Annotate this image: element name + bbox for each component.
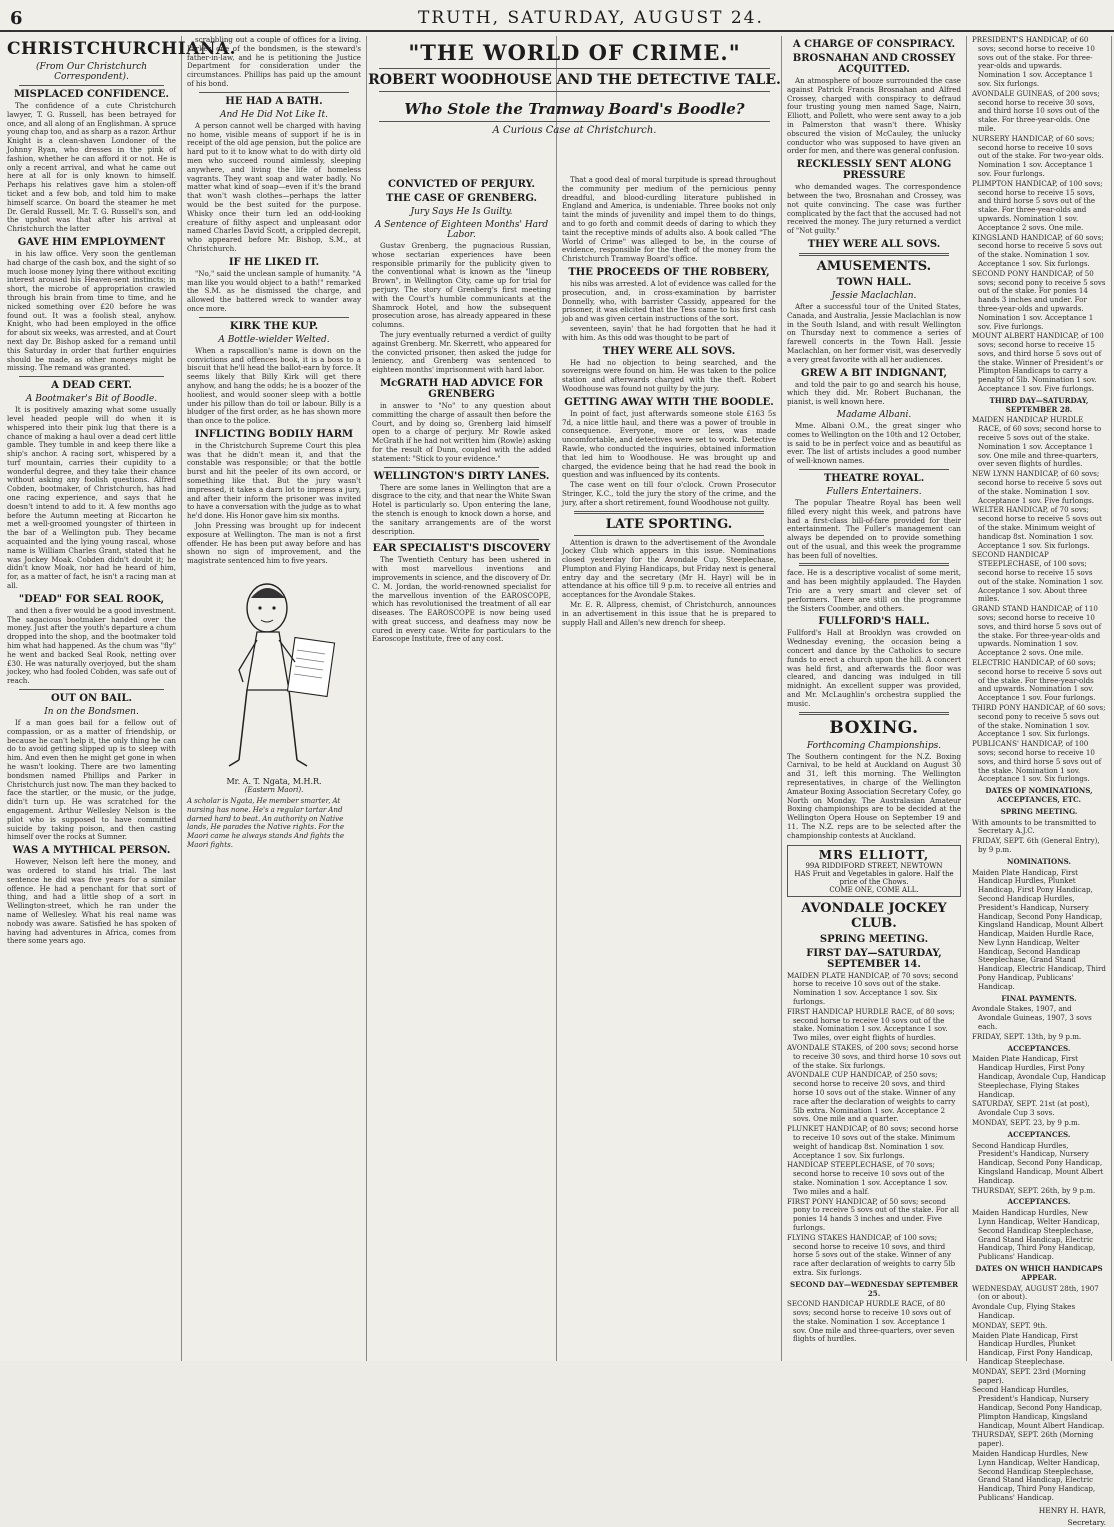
race-entry: WELTER HANDICAP, of 70 sovs; second horse to receive 5 sovs out of the stake. Minimum weight of handicap 8st. Nomination 1 sov. Acceptance 1 sov. Six furlongs. bbox=[972, 505, 1102, 550]
article-body: "No," said the unclean sample of humanity. "A man like you would object to a bath!" remarked the S.M. as he dismissed the charge, and allowed the battered wreck to wander away once more. bbox=[187, 268, 361, 313]
article-headline: KIRK THE KUP. bbox=[229, 320, 319, 332]
article-body: An atmosphere of booze surrounded the case against Patrick Francis Brosnahan and Alfred Crossey, charged with conspiracy to defraud four trusting young men named Sage, Nairn, Elliott, and Pollett, who were sent away to a job in Palmerston that wasn't there. Whisky obscured the vision of McCauley, the unlucky conductor who was supposed to have given an order for men, and there was general confusion. bbox=[787, 76, 961, 156]
article-body: Gustav Grenberg, the pugnacious Russian, whose sectarian experiences have been responsible primarily for the publicity given to the conventional what is known as the "lineup Brown", in Wellington City, came up for trial for perjury. The story of Grenberg's first meeting with the Court's humble communicants at the Shamrock Hotel, and how the subsequent prosecution arose, has already appeared in these columns. The jury eventually returned a verdict of guilty against Grenberg. Mr. Skerrett, who appeared for the convicted prisoner, then asked the judge for leniency, and Grenberg was sentenced to eighteen months' imprisonment with hard labor. bbox=[372, 241, 551, 375]
article-subhead: BROSNAHAN AND CROSSEY ACQUITTED. bbox=[792, 53, 956, 75]
divider bbox=[574, 535, 764, 536]
article-body: It is positively amazing what some usually level headed people will do when it is whispered into their pink lug that there is a chance of making a haul over a dead cert little gamble. They tumble in and keep there like a ship's anchor. A racing sort, whispered by a turf mountain, carries their cupidity to a wonderful degree, and they take their chance without asking any foolish questions. Alfred Cobden, bootmaker, of Christchurch, has had one racing experience, and says that he doesn't intend to add to it. A few months ago before the Autumn meeting at Riccarton he met a well-groomed youngster of thirteen in the bar of a Wellington pub. They became acquainted and the lying young rascal, whose name is William Charles Grant, stated that he was Jockey Moak. Cobden didn't doubt it; he didn't know Moak, nor had he heard of him, for, as a matter of fact, he isn't a racing man at all. bbox=[7, 405, 176, 591]
article-body: That a good deal of moral turpitude is spread throughout the community per medium of the pernicious penny dreadful, and blood-curdling literature published in England and America, is undeniable. Three books not only taint the minds of juvenility and impel them to do things, and to go forth and commit deeds of daring to which they taint the receptive minds of adults also. A book called "The World of Crime" was alleged to be, in the course of evidence, responsible for the theft of the money from the Christchurch Tramway Board's office. bbox=[562, 175, 776, 264]
secretary-title: Secretary. bbox=[1067, 1517, 1106, 1527]
article-headline: EAR SPECIALIST'S DISCOVERY bbox=[372, 543, 551, 555]
article-body: in answer to "No" to any question about committing the charge of assault then before the Court, and by doing so, Grenberg laid himself open to a charge of perjury. Mr Rowle asked McGrath if he had not written him (Rowle) asking for the result of Dunn, coupled with the added statement: "Stick to your evidence." bbox=[372, 400, 551, 463]
article-body: However, Nelson left here the money, and was ordered to stand his trial. The last sentence he did was five years for a similar offence. He had a penchant for that sort of thing, and had a little shop of a sort in Wellington-street, which he ran under the name of Wellesley. What his real name was nobody was aware. Satisfied he has spoken of having had adventures in Africa, comes from there some years ago. bbox=[7, 857, 176, 946]
section-title: CHRISTCHURCHIANA. bbox=[7, 39, 237, 59]
article-subhead: Forthcoming Championships. bbox=[806, 740, 942, 751]
article-headline: BOXING. bbox=[829, 717, 919, 738]
article-subhead: IF HE LIKED IT. bbox=[228, 256, 320, 268]
article-body: The popular Theatre Royal has been well filled every night this week, and patrons have had a first-class bill-of-fare provided for their entertainment. The Fuller's management can always be depended on to provide something out of the usual, and this week the programme has been full of novelties. bbox=[787, 497, 961, 560]
ad-tagline: COME ONE, COME ALL. bbox=[829, 885, 919, 894]
divider bbox=[19, 376, 164, 377]
page-number: 6 bbox=[10, 8, 23, 29]
race-entry: AVONDALE GUINEAS, of 200 sovs; second horse to receive 30 sovs, and third horse 10 sovs out of the stake. For three-year-olds. One mile. bbox=[972, 88, 1100, 133]
divider bbox=[379, 68, 770, 69]
race-entries bbox=[787, 972, 961, 1345]
article-headline: A DEAD CERT. bbox=[51, 380, 132, 392]
race-entry: ELECTRIC HANDICAP, of 60 sovs; second horse to receive 5 sovs out of the stake. For three-year-olds and upwards. Nomination 1 sov. Acceptance 1 sov. Four furlongs. bbox=[972, 657, 1102, 703]
article-subhead: GREW A BIT INDIGNANT, bbox=[800, 367, 948, 379]
column-four bbox=[557, 36, 782, 1361]
club-name: AVONDALE JOCKEY CLUB. bbox=[801, 900, 947, 931]
article-subhead: TOWN HALL. bbox=[836, 276, 912, 288]
dates-entry: FINAL PAYMENTS. bbox=[1001, 993, 1077, 1003]
dates-entry: NOMINATIONS. bbox=[1006, 856, 1072, 866]
dates-entry: Maiden Plate Handicap, First Handicap Hurdles, First Pony Handicap, Avondale Cup, Handicap Steeplechase, Flying Stakes Handicap. bbox=[972, 1054, 1106, 1099]
spread-subsub: A Curious Case at Christchurch. bbox=[492, 125, 657, 136]
article-subhead: A Bootmaker's Bit of Boodle. bbox=[25, 394, 158, 405]
column-five bbox=[782, 36, 967, 1361]
dates-entry: ACCEPTANCES. bbox=[1007, 1129, 1071, 1139]
article-body: and then a fiver would be a good investment. The sagacious bootmaker handed over the money. Just after the youth's departure a chum dropped into the shop, and the bootmaker told him what had happened. As the chum was "fly" he went and backed Seal Rook, netting over £30. He was naturally overjoyed, but the sham jockey, who had fooled Cobden, was safe out of reach. bbox=[7, 605, 176, 686]
article-subhead: And He Did Not Like It. bbox=[220, 109, 328, 120]
article-body: in his law office. Very soon the gentleman had charge of the cash box, and the sight of so much loose money lying there without exciting interest aroused his Heaven-sent instincts; in short, the microbe of appropriation crawled through his brain from time to time, and he nicked something over £20 before he was found out. It was a foolish steal, anyhow. Knight, who had been employed in the office for about six weeks, was arrested, and at Court next day Dr. Bishop asked for a remand until this Saturday in order that further enquiries should be made, as other moneys might be missing. The remand was granted. bbox=[7, 248, 176, 373]
article-body: Mme. Albani O.M., the great singer who comes to Wellington on the 10th and 12 October, is said to be in perfect voice and as beautiful as ever. The list of artists includes a good number of well-known names. bbox=[787, 420, 961, 466]
article-body: If a man goes bail for a fellow out of compassion, or as a matter of friendship, or because he can't help it, the only thing he can do to avoid getting slipped up is to sleep with him. And even then he might get gone in when he wasn't looking. There are two lamenting bondsmen named Phillips and Parker in Christchurch just now. The man they backed to face the startler, or the music, or the judge, didn't turn up. He was scratched for the engagement. Arthur Wellesley Nelson is the pilot who is supposed to have committed suicide by taking poison, and then casting himself over the rocks at Sumner. bbox=[7, 718, 176, 842]
dates-entry: SATURDAY, SEPT. 21st (at post), Avondale Cup 3 sovs. bbox=[972, 1099, 1090, 1118]
article-subhead: WAS A MYTHICAL PERSON. bbox=[12, 845, 171, 857]
dates-entry: ACCEPTANCES. bbox=[1007, 1197, 1071, 1207]
dates-entry: Maiden Plate Handicap, First Handicap Hurdles, Plunket Handicap, First Pony Handicap, Handicap Steeplechase. bbox=[972, 1330, 1093, 1366]
article-subhead: THEY WERE ALL SOVS. bbox=[807, 238, 941, 250]
dates-entry: MONDAY, SEPT. 23, by 9 p.m. bbox=[972, 1118, 1080, 1128]
dates-entry: WEDNESDAY, AUGUST 28th, 1907 (on or about). bbox=[972, 1283, 1099, 1302]
race-entry: GRAND STAND HANDICAP, of 110 sovs; second horse to receive 10 sovs, and third horse 5 sovs out of the stake. For three-year-olds and upwards. Nomination 1 sov. Acceptance 2 sovs. One mile. bbox=[972, 604, 1102, 658]
ad-name: MRS ELLIOTT, bbox=[818, 847, 930, 862]
article-headline: FULLFORD'S HALL. bbox=[818, 616, 930, 628]
club-meeting: SPRING MEETING. bbox=[819, 933, 929, 945]
article-headline: HE HAD A BATH. bbox=[225, 95, 323, 107]
dates-entry: THURSDAY, SEPT. 26th (Morning paper). bbox=[972, 1430, 1094, 1449]
divider bbox=[799, 712, 949, 715]
spread-headline bbox=[367, 36, 782, 176]
article-body: scrabbling out a couple of offices for a living. Parker, one of the bondsmen, is the steward's father-in-law, and he is petitioning the Justice Department for consideration under the circumstances. Phillips has paid up the amount of his bond. bbox=[187, 35, 361, 88]
article-body: A person cannot well be charged with having no home, visible means of support if he is in receipt of the old age pension, but the police are hard put to it to know what to do with dirty old men who succeed round aimlessly, sleeping anywhere, and living the life of homeless vagrants. They want soap and water badly. No matter what kind of soap—even if it's the brand that won't wash clothes—perhaps the latter would be the best suited for the purpose. Whisky once their turn led an odd-looking creature of filthy aspect and unpleasant odor named Charles David Scott, a crippled decrepit, who appeared before Mr. Bishop, S.M., at Christchurch. bbox=[187, 120, 361, 253]
divider bbox=[574, 511, 764, 514]
article-body: The Southern contingent for the N.Z. Boxing Carnival, to be held at Auckland on August 30 and 31, left this morning. The Wellington representatives, in charge of the Wellington Amateur Boxing Association Secretary Cofey, go North on Monday. The Australasian Amateur Boxing championships are to be decided at the Wellington Opera House on September 19 and 11. The N.Z. reps are to be selected after the championship contests at Auckland. bbox=[787, 751, 961, 840]
divider bbox=[799, 469, 949, 470]
article-subhead: GAVE HIM EMPLOYMENT bbox=[17, 236, 166, 248]
dates-entry: FRIDAY, SEPT. 13th, by 9 p.m. bbox=[972, 1031, 1082, 1041]
article-subhead: "DEAD" FOR SEAL ROOK, bbox=[18, 593, 165, 605]
dates-entry: Maiden Handicap Hurdles, New Lynn Handicap, Welter Handicap, Second Handicap Steeplechase, Grand Stand Handicap, Electric Handicap, Third Pony Handicap, Publicans' Handicap. bbox=[972, 1448, 1100, 1502]
race-entry: PLUNKET HANDICAP, of 80 sovs; second horse to receive 10 sovs out of the stake. Minimum weight of handicap 8st. Nomination 1 sov. Acceptance 1 sov. Six furlongs. bbox=[787, 1124, 959, 1160]
dates-entry: Second Handicap Hurdles, President's Handicap, Nursery Handicap, Second Pony Handicap, Plimpton Handicap, Kingsland Handicap, Mount Albert Handicap. bbox=[972, 1385, 1105, 1430]
race-entry: AVONDALE STAKES, of 200 sovs; second horse to receive 30 sovs, and third horse 10 sovs out of the stake. Six furlongs. bbox=[787, 1042, 961, 1070]
dates-heading: DATES OF NOMINATIONS, ACCEPTANCES, ETC. bbox=[985, 786, 1093, 804]
article-subhead: Jessie Maclachlan. bbox=[831, 290, 917, 301]
dates-entry: THURSDAY, SEPT. 26th, by 9 p.m. bbox=[972, 1185, 1096, 1195]
race-entry: SECOND HANDICAP STEEPLECHASE, of 100 sovs; second horse to receive 15 sovs out of the stake. Nomination 1 sov. Acceptance 1 sov. About three miles. bbox=[972, 550, 1104, 604]
article-body: in the Christchurch Supreme Court this plea was that he didn't mean it, and that the constable was responsible; or that the bottle burst and hit the peeler of its own accord, or something like that. But the jury wasn't impressed, it takes a darn lot to impress a jury, and after their inform the prisoner was invited to have a conversation with the judge as to what he'd done. His Honor gave him six months. John Pressing was brought up for indecent exposure at Wellington. The man is not a first offender. He has been put away before and has shown no sign of improvement, and the magistrate sentenced him to five years. bbox=[187, 440, 361, 566]
race-entry: PRESIDENT'S HANDICAP, of 60 sovs; second horse to receive 10 sovs out of the stake. For three-year-olds and upwards. Nomination 1 sov. Acceptance 1 sov. Six furlongs. bbox=[972, 35, 1095, 88]
article-headline: WELLINGTON'S DIRTY LANES. bbox=[373, 470, 550, 482]
race-entry: NEW LYNN HANDICAP, of 60 sovs; second horse to receive 5 sovs out of the stake. Nomination 1 sov. Acceptance 1 sov. Five furlongs. bbox=[972, 469, 1102, 505]
article-subhead: RECKLESSLY SENT ALONG PRESSURE bbox=[796, 159, 952, 182]
dates-entry: Avondale Cup, Flying Stakes Handicap. bbox=[972, 1302, 1076, 1320]
divider bbox=[379, 121, 770, 122]
dates-entry: ACCEPTANCES. bbox=[1007, 1043, 1071, 1053]
divider bbox=[19, 689, 164, 690]
divider bbox=[799, 563, 949, 566]
race-entry: PUBLICANS' HANDICAP, of 100 sovs; second horse to receive 10 sovs, and third horse 5 sovs out of the stake. Nomination 1 sov. Acceptance 1 sov. Six furlongs. bbox=[972, 739, 1102, 784]
article-headline: AMUSEMENTS. bbox=[816, 258, 932, 274]
race-entry: KINGSLAND HANDICAP, of 60 sovs; second horse to receive 5 sovs out of the stake. Nomination 1 sov. Acceptance 1 sov. Six furlongs. bbox=[972, 232, 1104, 268]
portrait-caption: Mr. A. T. Ngata, M.H.R. bbox=[226, 777, 322, 787]
divider bbox=[19, 85, 164, 86]
column-christchurchiana bbox=[2, 36, 237, 1361]
article-body: Attention is drawn to the advertisement of the Avondale Jockey Club which appears in this issue. Nominations closed yesterday for the Avondale Cup, Steeplechase, Plumpton and Flying Handicaps, but Friday next is general entry day and the secretary (Mr H. Hayr) will be in attendance at his office till 9 p.m. to receive all entries and acceptances for the Avondale Stakes. Mr. E. R. Allpress, chemist, of Christchurch, announces in an advertisement in this issue that he is prepared to supply Hall and Allen's new drench for sheep. bbox=[562, 537, 776, 627]
article-body: The Twentieth Century has been ushered in with most marvellous inventions and improvements in science, and the discovery of Dr. C. M. Jordan, the world-renowned specialist for the marvellous invention of the EAROSCOPE, which has revolutionised the treatment of all ear diseases. The EAROSCOPE is now being used with great success, and deafness may now be cured in every case. Write for particulars to the Earoscope Institute, free of any cost. bbox=[372, 555, 551, 644]
article-subhead: Jury Says He Is Guilty. bbox=[410, 207, 513, 217]
byline: (From Our Christchurch Correspondent). bbox=[35, 62, 148, 82]
race-day-heading: FIRST DAY—SATURDAY, SEPTEMBER 14. bbox=[806, 947, 942, 970]
article-subhead: McGRATH HAD ADVICE FOR GRENBERG bbox=[380, 377, 543, 400]
race-entry: MOUNT ALBERT HANDICAP, of 100 sovs; second horse to receive 15 sovs, and third horse 5 sovs out of the stake. Winner of President's or Plimpton Handicaps to carry a penalty of 5lb. Nomination 1 sov. Acceptance 1 sov. Five furlongs. bbox=[972, 331, 1104, 394]
race-entry: NURSERY HANDICAP, of 60 sovs; second horse to receive 10 sovs out of the stake. For two-year olds. Nomination 1 sov. Acceptance 1 sov. Four furlongs. bbox=[972, 133, 1104, 178]
article-body: who demanded wages. The correspondence between the two, Brosnahan and Crossey, was not quite convincing. The case was further complicated by the fact that the accused had not received the money. The jury returned a verdict of "Not guilty." bbox=[787, 182, 961, 236]
portrait-subcaption: (Eastern Maori). bbox=[244, 786, 304, 795]
secretary-signature: HENRY H. HAYR, bbox=[1038, 1505, 1106, 1515]
column-six bbox=[967, 35, 1112, 1527]
article-headline: A CHARGE OF CONSPIRACY. bbox=[792, 39, 956, 50]
race-entry: THIRD PONY HANDICAP, of 60 sovs; second pony to receive 5 sovs out of the stake. Nomination 1 sov. Acceptance 1 sov. Six furlongs. bbox=[972, 702, 1106, 739]
article-headline: MISPLACED CONFIDENCE. bbox=[13, 89, 170, 100]
caricature-illustration bbox=[199, 570, 349, 775]
article-subhead: GETTING AWAY WITH THE BOODLE. bbox=[564, 396, 774, 408]
dates-heading: DATES ON WHICH HANDICAPS APPEAR. bbox=[975, 1263, 1103, 1282]
race-entry: MAIDEN HANDICAP HURDLE RACE, of 60 sovs; second horse to receive 5 sovs out of the stake. Nomination 1 sov. Acceptance 1 sov. One mile and three-quarters, over seven flights of hurdles. bbox=[972, 415, 1102, 469]
race-day-heading: SECOND DAY—WEDNESDAY SEPTEMBER 25. bbox=[790, 1279, 958, 1298]
masthead-title: TRUTH, SATURDAY, AUGUST 24. bbox=[418, 8, 764, 28]
spread-subtitle: ROBERT WOODHOUSE AND THE DETECTIVE TALE. bbox=[368, 72, 781, 88]
race-entry: FIRST PONY HANDICAP, of 50 sovs; second pony to receive 5 sovs out of the stake. For all ponies 14 hands 3 inches and under. Five furlongs. bbox=[787, 1196, 960, 1232]
race-entry: FIRST HANDICAP HURDLE RACE, of 80 sovs; second horse to receive 10 sovs out of the stake. Nomination 1 sov. Acceptance 1 sov. Two miles, over eight flights of hurdles. bbox=[787, 1006, 955, 1043]
race-entries bbox=[972, 36, 1106, 1503]
column-three bbox=[367, 36, 557, 1361]
article-subhead: Madame Albani. bbox=[836, 409, 912, 420]
article-body: When a rapscallion's name is down on the convictions and offences book, it is a boss to a biscuit that he'll head the ballot-earn by force. It seems likely that Billy Kirk will get there anyhow, and hang the odds; he is a boozer of the hooliest, and would sooner sleep with a bottle under his pillow than do toil or labour. Billy is a bludger of the first order, as he has shown more than once to the police. bbox=[187, 345, 361, 426]
article-headline: CONVICTED OF PERJURY. bbox=[388, 179, 535, 190]
divider bbox=[379, 91, 770, 92]
article-subhead: INFLICTING BODILY HARM bbox=[194, 428, 354, 440]
article-subhead: THE PROCEEDS OF THE ROBBERY, bbox=[568, 266, 770, 278]
article-body: Fullford's Hall at Brooklyn was crowded on Wednesday evening, the occasion being a concert and dance by the Catholics to secure funds to erect a church upon the hill. A concert was held first, and afterwards the floor was cleared, and dancing was indulged in till midnight. An excellent supper was provided, and Mr. McLaughlin's orchestra supplied the music. bbox=[787, 628, 961, 708]
race-entry: PLIMPTON HANDICAP, of 100 sovs; second horse to receive 15 sovs, and third horse 5 sovs out of the stake. For three-year-olds and upwards. Nomination 1 sov. Acceptance 2 sovs. One mile. bbox=[972, 178, 1103, 232]
article-body: face. He is a descriptive vocalist of some merit, and has been mightily applauded. The Hayden Trio are a very smart and clever set of performers. There are still on the programme the Sisters Coomber, and others. bbox=[787, 568, 961, 613]
race-entry: SECOND HANDICAP HURDLE RACE, of 80 sovs; second horse to receive 10 sovs out of the stake. Nomination 1 sov. Acceptance 1 sov. One mile and three-quarters, over seven flights of hurdles. bbox=[787, 1299, 955, 1344]
article-body: The confidence of a cute Christchurch lawyer, T. G. Russell, has been betrayed for once, and all along of an Englishman. A spruce young chap too, and as sharp as a razor. Arthur Knight is a clean-shaven Londoner of the Johnny Ryan, who dresses in the pink of fashion, whether he can afford it or not. He is only a recent arrival, and what he came out here at all for is only known to himself. Perhaps his relatives gave him a stolen-off ticket and a few bob, and told him to make himself scarce. On board the steamer he met Dr. Gerald Russell, Mr. T. G. Russell's son, and the upshot was that after his arrival at Christchurch the latter bbox=[7, 101, 176, 234]
article-headline: LATE SPORTING. bbox=[605, 516, 733, 532]
dates-entry: Maiden Handicap Hurdles, New Lynn Handicap, Welter Handicap, Second Handicap Steeplechase, Grand Stand Handicap, Electric Handicap, Third Pony Handicap, Publicans' Handicap. bbox=[972, 1208, 1100, 1262]
dates-entry: Second Handicap Hurdles, President's Handicap, Nursery Handicap, Second Pony Handicap, Kingsland Handicap, Mount Albert Handicap. bbox=[972, 1140, 1104, 1185]
columns bbox=[0, 35, 1114, 1527]
ad-text: HAS Fruit and Vegetables in galore. Half the price of the Chows. bbox=[794, 869, 954, 886]
race-entry: MAIDEN PLATE HANDICAP, of 70 sovs; second horse to receive 10 sovs out of the stake. Nomination 1 sov. Acceptance 1 sov. Six furlongs. bbox=[787, 970, 959, 1006]
divider bbox=[199, 317, 349, 318]
article-subhead: THE CASE OF GRENBERG. bbox=[386, 193, 537, 204]
spread-title: "THE WORLD OF CRIME." bbox=[408, 40, 741, 65]
article-body: He had no objection to being searched, and the sovereigns were found on him. He was taken to the police station and afterwards charged with the theft. Robert Woodhouse was found not guilty by the jury. bbox=[562, 357, 776, 393]
masthead bbox=[0, 6, 1114, 32]
race-entry: AVONDALE CUP HANDICAP, of 250 sovs; second horse to receive 20 sovs, and third horse 10 sovs out of the stake. Winner of any race after the declaration of weights to carry 5lb extra. Nomination 1 sov. Acceptance 2 sovs. One mile and a quarter. bbox=[787, 1070, 956, 1124]
article-subhead: A Bottle-wielder Welted. bbox=[218, 334, 330, 345]
dates-entry: MONDAY, SEPT. 23rd (Morning paper). bbox=[972, 1366, 1086, 1385]
divider bbox=[384, 539, 539, 540]
ad-address: 99A RIDDIFORD STREET, NEWTOWN bbox=[805, 861, 943, 870]
spread-question: Who Stole the Tramway Board's Boodle? bbox=[404, 100, 745, 118]
article-headline: THEATRE ROYAL. bbox=[823, 472, 925, 484]
dates-note: With amounts to be transmitted to Secretary A.J.C. bbox=[972, 817, 1097, 836]
article-body: and told the pair to go and search his house, which they did. Mr. Robert Buchanan, the pianist, is well known here. bbox=[787, 379, 961, 407]
race-day-heading: THIRD DAY—SATURDAY, SEPTEMBER 28. bbox=[989, 395, 1089, 414]
caption-verse: A scholar is Ngata, He member smarter, At nursing has none. He's a regular tartar And darned hard to beat. An authority on Native lands, He parades the Native rights. For the Maori came he always stands And fights the Maori fights. bbox=[187, 796, 345, 850]
race-entry: SECOND PONY HANDICAP, of 50 sovs; second pony to receive 5 sovs out of the stake. For ponies 14 hands 3 inches and under. For three-year-olds and upwards. Nomination 1 sov. Acceptance 1 sov. Five furlongs. bbox=[972, 268, 1106, 331]
advertisement bbox=[787, 845, 961, 897]
dates-entry: Avondale Stakes, 1907, and Avondale Guineas, 1907, 3 sovs each. bbox=[972, 1004, 1092, 1032]
dates-entry: FRIDAY, SEPT. 6th (General Entry), by 9 p.m. bbox=[972, 836, 1100, 854]
dates-entry: Maiden Plate Handicap, First Handicap Hurdles, Plunket Handicap, First Pony Handicap, Second Handicap Hurdles, President's Handicap, Nursery Handicap, Second Pony Handicap, Kingsland Handicap, Mount Albert Handicap, Maiden Hurdle Race, New Lynn Handicap, Welter Handicap, Second Handicap Steeplechase, Grand Stand Handicap, Electric Handicap, Third Pony Handicap, Publicans' Handicap. bbox=[972, 867, 1106, 991]
article-body: his nibs was arrested. A lot of evidence was called for the prosecution, and, in cross-examination by barrister Donnelly, who, with barrister Cassidy, appeared for the prisoner, it was elicited that the Tess came to his first cash job and was given certain instructions of the sort. seventeen, sayin' that he had forgotten that he had it with him. As this odd was thought to be part of bbox=[562, 278, 776, 342]
article-headline: OUT ON BAIL. bbox=[50, 693, 133, 705]
dates-entry: MONDAY, SEPT. 9th. bbox=[972, 1320, 1048, 1330]
divider bbox=[199, 92, 349, 93]
column-two bbox=[182, 36, 367, 1361]
article-subhead: Fullers Entertainers. bbox=[826, 486, 922, 497]
race-entry: FLYING STAKES HANDICAP, of 100 sovs; second horse to receive 10 sovs, and third horse 5 sovs out of the stake. Winner of any race after declaration of weights to carry 5lb extra. Six furlongs. bbox=[787, 1232, 956, 1277]
article-subhead: THEY WERE ALL SOVS. bbox=[602, 345, 736, 357]
article-body: After a successful tour of the United States, Canada, and Australia, Jessie Maclachlan is now in the South Island, and with result Wellington on Thursday next to commence a series of farewell concerts in the Town Hall. Jessie Maclachlan, on her former visit, was deservedly a very great favorite with all her audiences. bbox=[787, 301, 961, 364]
article-body: There are some lanes in Wellington that are a disgrace to the city, and that near the White Swan Hotel is particularly so. Upon entering the lane, the stench is enough to knock down a horse, and the sanitary arrangements are of the worst description. bbox=[372, 482, 551, 536]
article-subhead: In on the Bondsmen. bbox=[44, 707, 139, 718]
article-body: In point of fact, just afterwards someone stole £163 5s 7d, a nice little haul, and there was a power of trouble in consequence. Everyone, more or less, was made uncomfortable, and detectives were set to work. Detective Rawle, who conducted the inquiries, obtained information that led him to Woodhouse. He was brought up and charged, the evidence being that he had read the book in question and was influenced by its contents. The case went on till four o'clock. Crown Prosecutor Stringer, K.C., told the jury the story of the crime, and the jury, after a short retirement, found Woodhouse not guilty. bbox=[562, 408, 776, 507]
race-entry: HANDICAP STEEPLECHASE, of 70 sovs; second horse to receive 10 sovs out of the stake. Nomination 1 sov. Acceptance 1 sov. Two miles and a half. bbox=[787, 1160, 948, 1196]
article-subhead: A Sentence of Eighteen Months' Hard Labor. bbox=[374, 220, 549, 240]
divider bbox=[799, 253, 949, 256]
divider bbox=[384, 467, 539, 468]
dates-subheading: SPRING MEETING. bbox=[1000, 806, 1078, 816]
